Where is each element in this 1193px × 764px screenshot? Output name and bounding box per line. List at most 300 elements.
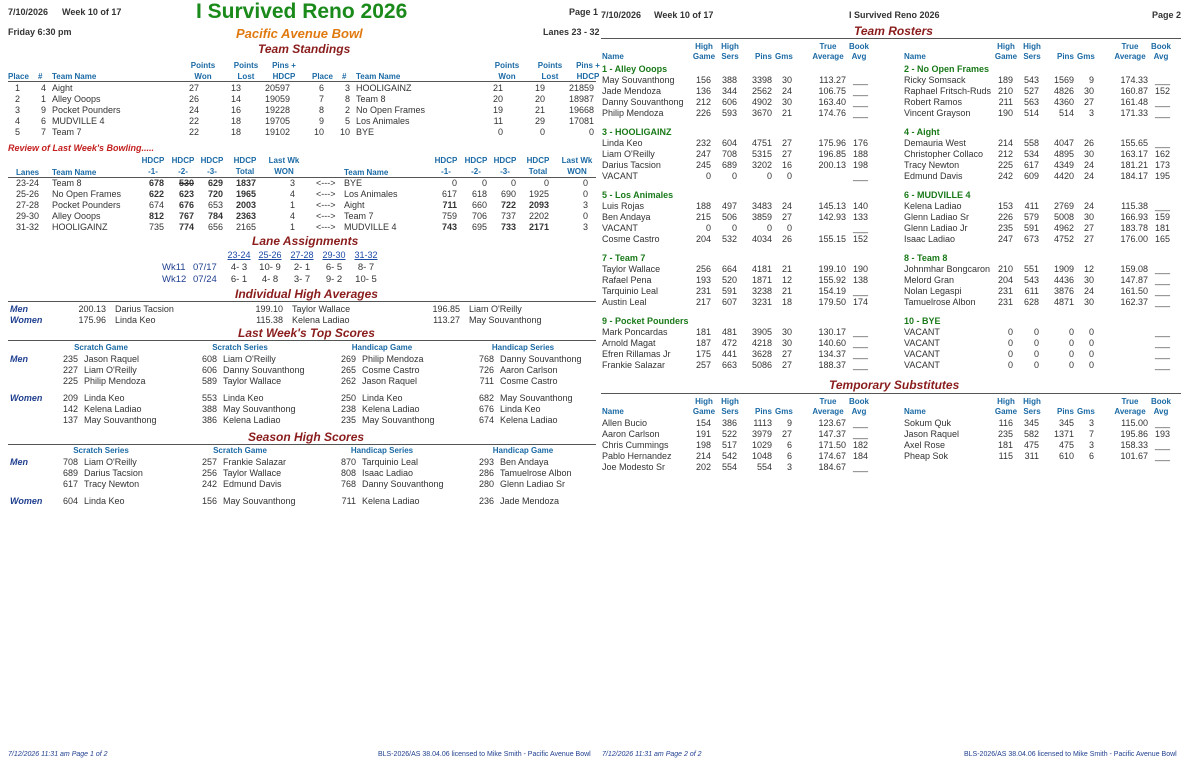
- review-col-header-top: HDCP: [171, 156, 195, 165]
- col-team-header: Team Name: [356, 72, 401, 81]
- score-bowler: Linda Keo: [84, 393, 125, 403]
- roster-high-game-header: Game: [994, 407, 1018, 416]
- player-high-game: 0: [705, 223, 711, 233]
- player-pins: 4826: [1053, 86, 1074, 96]
- standing-place: 7: [318, 94, 324, 104]
- avg-value: 200.13: [78, 304, 106, 314]
- player-pins: 4181: [751, 264, 772, 274]
- player-pins: 3905: [751, 327, 772, 337]
- player-pins: 3628: [751, 349, 772, 359]
- player-name: Demauria West: [904, 138, 966, 148]
- player-games: 26: [781, 234, 792, 244]
- player-high-game: 190: [997, 108, 1013, 118]
- league-title: I Survived Reno 2026: [196, 0, 408, 23]
- review-col-header: -1-: [441, 167, 451, 176]
- review-score-a: 678: [148, 178, 164, 188]
- player-games: 30: [1083, 86, 1094, 96]
- score-value: 156: [201, 496, 217, 506]
- player-true-average: 179.50: [818, 297, 846, 307]
- score-value: 242: [201, 479, 217, 489]
- score-value: 137: [62, 415, 78, 425]
- score-bowler: Tarquinio Leal: [362, 457, 419, 467]
- player-true-average: 181.21: [1120, 160, 1148, 170]
- player-book-average: ___: [852, 418, 868, 428]
- score-bowler: Glenn Ladiao Sr: [500, 479, 566, 489]
- review-score-b: 2171: [528, 222, 549, 232]
- avg-bowler: Linda Keo: [115, 315, 156, 325]
- player-book-average: 195: [1154, 171, 1170, 181]
- player-high-game: 191: [695, 429, 711, 439]
- player-high-series: 0: [731, 171, 737, 181]
- standing-points-won: 19: [492, 105, 503, 115]
- report-page-2: [600, 0, 1193, 764]
- player-high-series: 514: [1023, 108, 1039, 118]
- standing-place: 2: [14, 94, 20, 104]
- standing-team-name: MUDVILLE 4: [52, 116, 105, 126]
- player-high-game: 204: [695, 234, 711, 244]
- score-bowler: Liam O'Reilly: [84, 365, 137, 375]
- review-score-a: 767: [178, 211, 194, 221]
- review-col-header: -3-: [207, 167, 217, 176]
- player-true-average: 174.67: [818, 451, 846, 461]
- score-value: 257: [201, 457, 217, 467]
- player-high-game: 204: [997, 275, 1013, 285]
- score-bowler: Frankie Salazar: [223, 457, 287, 467]
- review-score-b: 759: [441, 211, 457, 221]
- player-true-average: 142.93: [818, 212, 846, 222]
- player-games: 0: [1088, 360, 1094, 370]
- player-name: Taylor Wallace: [602, 264, 661, 274]
- standing-pins: 19102: [264, 127, 290, 137]
- player-book-average: ___: [1154, 349, 1170, 359]
- score-col-header: Handicap Game: [351, 343, 413, 352]
- player-high-game: 188: [695, 201, 711, 211]
- review-score-b: 660: [471, 200, 487, 210]
- player-high-series: 0: [731, 223, 737, 233]
- col-team-header: Team Name: [52, 72, 97, 81]
- col-won-header: Won: [194, 72, 212, 81]
- player-pins: 4218: [751, 338, 772, 348]
- player-high-series: 0: [1033, 360, 1039, 370]
- review-score-a: 629: [207, 178, 223, 188]
- review-score-a: 784: [207, 211, 223, 221]
- player-true-average: 140.60: [818, 338, 846, 348]
- player-true-average: 184.67: [818, 462, 846, 472]
- player-book-average: ___: [852, 349, 868, 359]
- player-book-average: ___: [852, 97, 868, 107]
- player-book-average: ___: [1154, 451, 1170, 461]
- lane-week-label: Wk11: [162, 262, 186, 273]
- col-num-header: #: [38, 72, 43, 81]
- player-book-average: 152: [1154, 86, 1170, 96]
- player-games: 3: [1088, 418, 1094, 428]
- player-name: Frankie Salazar: [602, 360, 666, 370]
- player-pins: 0: [766, 223, 772, 233]
- player-high-game: 193: [695, 275, 711, 285]
- player-high-series: 551: [1023, 264, 1039, 274]
- player-pins: 514: [1058, 108, 1074, 118]
- review-score-b: 0: [451, 178, 457, 188]
- review-team-a: HOOLIGAINZ: [52, 222, 108, 232]
- roster-header-top: High: [1023, 397, 1041, 406]
- review-col-header-top: HDCP: [141, 156, 165, 165]
- roster-gms-header: Gms: [775, 407, 793, 416]
- player-true-average: 113.27: [819, 75, 846, 85]
- player-games: 27: [781, 212, 792, 222]
- lane-pair-link[interactable]: 25-26: [258, 250, 282, 260]
- score-bowler: May Souvanthong: [500, 393, 573, 403]
- player-true-average: 166.93: [1120, 212, 1148, 222]
- player-games: 6: [786, 451, 792, 461]
- score-value: 682: [478, 393, 494, 403]
- player-high-series: 606: [721, 97, 737, 107]
- player-high-game: 210: [997, 86, 1013, 96]
- player-pins: 3231: [751, 297, 772, 307]
- standing-pins: 19705: [264, 116, 290, 126]
- standing-points-lost: 19: [534, 83, 545, 93]
- ind-avg-title: Individual High Averages: [235, 287, 378, 301]
- player-pins: 1871: [751, 275, 772, 285]
- player-pins: 475: [1058, 440, 1074, 450]
- player-book-average: 165: [1154, 234, 1170, 244]
- player-high-game: 235: [997, 223, 1013, 233]
- player-true-average: 160.87: [1120, 86, 1148, 96]
- col-team2-header: Team Name: [344, 168, 389, 177]
- review-score-b: 722: [500, 200, 516, 210]
- player-name: Liam O'Reilly: [602, 149, 655, 159]
- player-games: 0: [1088, 349, 1094, 359]
- player-book-average: ___: [1154, 440, 1170, 450]
- roster-header-top: Book: [1151, 42, 1171, 51]
- player-games: 0: [786, 223, 792, 233]
- player-pins: 3483: [751, 201, 772, 211]
- player-games: 7: [1088, 429, 1094, 439]
- score-value: 269: [340, 354, 356, 364]
- player-high-game: 116: [998, 418, 1013, 428]
- player-high-game: 247: [997, 234, 1013, 244]
- player-games: 6: [1088, 451, 1094, 461]
- player-true-average: 196.85: [818, 149, 846, 159]
- player-high-series: 563: [1023, 97, 1039, 107]
- review-lanes: 29-30: [16, 211, 40, 221]
- player-book-average: ___: [1154, 327, 1170, 337]
- player-games: 24: [1083, 286, 1094, 296]
- standing-points-won: 24: [188, 105, 199, 115]
- gender-label: Men: [10, 457, 28, 467]
- player-true-average: 163.40: [818, 97, 846, 107]
- player-games: 27: [781, 138, 792, 148]
- player-high-series: 475: [1023, 440, 1039, 450]
- lane-pair-link[interactable]: 29-30: [322, 250, 346, 260]
- standing-pins: 18987: [568, 94, 594, 104]
- player-name: Efren Rillamas Jr: [602, 349, 671, 359]
- player-true-average: 199.10: [818, 264, 846, 274]
- player-pins: 4962: [1053, 223, 1074, 233]
- standing-team-num: 9: [40, 105, 46, 115]
- player-true-average: 145.13: [818, 201, 846, 211]
- score-bowler: Liam O'Reilly: [223, 354, 276, 364]
- player-name: Melord Gran: [904, 275, 955, 285]
- player-true-average: 154.19: [818, 286, 846, 296]
- player-pins: 3859: [751, 212, 772, 222]
- standing-points-lost: 20: [534, 94, 545, 104]
- lane-week-label: Wk12: [162, 274, 187, 285]
- col-pins-header-top: Pins +: [272, 61, 296, 70]
- player-pins: 2562: [751, 86, 772, 96]
- col-pins-header: HDCP: [576, 72, 600, 81]
- player-name: Kelena Ladiao: [904, 201, 962, 211]
- player-games: 26: [1083, 138, 1094, 148]
- player-games: 27: [1083, 234, 1094, 244]
- player-games: 18: [781, 297, 792, 307]
- player-games: 30: [781, 97, 792, 107]
- player-true-average: 159.08: [1120, 264, 1148, 274]
- avg-bowler: Kelena Ladiao: [292, 315, 350, 325]
- lane-pair-link[interactable]: 27-28: [290, 250, 314, 260]
- review-col-header-top: HDCP: [233, 156, 257, 165]
- player-book-average: 140: [852, 201, 868, 211]
- score-value: 142: [62, 404, 78, 414]
- player-pins: 3979: [751, 429, 772, 439]
- player-name: Arnold Magat: [602, 338, 656, 348]
- report-week: Week 10 of 17: [62, 7, 122, 17]
- player-book-average: ___: [1154, 264, 1170, 274]
- standing-points-won: 26: [188, 94, 199, 104]
- lane-pair-link[interactable]: 31-32: [354, 250, 378, 260]
- player-book-average: ___: [852, 327, 868, 337]
- standing-points-lost: 29: [534, 116, 545, 126]
- roster-pins-header: Pins: [755, 407, 772, 416]
- player-high-series: 542: [721, 451, 737, 461]
- player-book-average: ___: [1154, 338, 1170, 348]
- avg-value: 175.96: [78, 315, 106, 325]
- player-high-series: 386: [721, 418, 737, 428]
- review-score-b: 2093: [528, 200, 549, 210]
- lane-matchup: 6- 5: [325, 262, 343, 273]
- roster-avg-header: Average: [1114, 407, 1146, 416]
- roster-gms-header: Gms: [1077, 407, 1095, 416]
- score-value: 235: [62, 354, 78, 364]
- review-team-b: Team 7: [344, 211, 374, 221]
- col-won-header-top: Points: [494, 61, 520, 70]
- day-time: Friday 6:30 pm: [8, 27, 72, 37]
- score-bowler: May Souvanthong: [223, 496, 296, 506]
- player-pins: 3670: [751, 108, 772, 118]
- player-name: VACANT: [904, 360, 940, 370]
- player-high-series: 664: [721, 264, 737, 274]
- roster-pins-header: Pins: [755, 52, 772, 61]
- gender-label: Women: [10, 393, 43, 403]
- review-score-b: 706: [471, 211, 487, 221]
- player-true-average: 176.00: [1120, 234, 1148, 244]
- score-bowler: Jade Mendoza: [500, 496, 560, 506]
- review-score-b: 733: [500, 222, 516, 232]
- lanes-range: Lanes 23 - 32: [543, 27, 600, 37]
- player-high-game: 0: [1007, 349, 1013, 359]
- player-book-average: 188: [852, 149, 868, 159]
- player-games: 27: [1083, 97, 1094, 107]
- player-book-average: 198: [852, 160, 868, 170]
- player-high-series: 558: [1023, 138, 1039, 148]
- standing-place: 3: [14, 105, 20, 115]
- score-bowler: Linda Keo: [84, 496, 125, 506]
- roster-high-game-header: Game: [692, 52, 716, 61]
- player-games: 30: [781, 338, 792, 348]
- review-score-b: 1925: [528, 189, 549, 199]
- standing-team-name: Team 8: [356, 94, 386, 104]
- player-high-game: 154: [695, 418, 711, 428]
- player-high-series: 543: [1023, 275, 1039, 285]
- player-true-average: 147.87: [1120, 275, 1148, 285]
- review-score-a: 4: [289, 189, 295, 199]
- team-name: 7 - Team 7: [602, 253, 646, 263]
- player-book-average: ___: [1154, 138, 1170, 148]
- player-true-average: 161.48: [1120, 97, 1148, 107]
- roster-high-sers-header: Sers: [721, 407, 739, 416]
- review-score-a: 1: [289, 200, 295, 210]
- player-games: 0: [786, 171, 792, 181]
- roster-book-header: Avg: [851, 52, 867, 61]
- standing-place: 1: [14, 83, 20, 93]
- standing-team-name: Los Animales: [356, 116, 410, 126]
- score-bowler: Danny Souvanthong: [223, 365, 305, 375]
- player-pins: 3876: [1053, 286, 1074, 296]
- standing-place: 5: [14, 127, 20, 137]
- roster-name-header: Name: [904, 407, 926, 416]
- standing-place: 9: [318, 116, 324, 126]
- player-high-game: 0: [705, 171, 711, 181]
- player-high-series: 311: [1024, 451, 1039, 461]
- standing-points-lost: 14: [230, 94, 241, 104]
- score-bowler: May Souvanthong: [362, 415, 435, 425]
- roster-header-top: Book: [1151, 397, 1171, 406]
- player-high-game: 0: [1007, 360, 1013, 370]
- score-value: 617: [62, 479, 78, 489]
- player-true-average: 123.67: [818, 418, 846, 428]
- player-book-average: ___: [852, 223, 868, 233]
- player-pins: 4752: [1053, 234, 1074, 244]
- review-score-a: 622: [148, 189, 164, 199]
- review-team-b: Aight: [344, 200, 365, 210]
- review-score-b: 0: [582, 189, 588, 199]
- player-name: Jade Mendoza: [602, 86, 662, 96]
- player-games: 24: [1083, 171, 1094, 181]
- player-name: Danny Souvanthong: [602, 97, 684, 107]
- review-score-a: 2165: [235, 222, 256, 232]
- team-name: 6 - MUDVILLE 4: [904, 190, 971, 200]
- standing-pins: 21859: [568, 83, 594, 93]
- player-games: 30: [1083, 212, 1094, 222]
- player-book-average: 182: [852, 440, 868, 450]
- standing-points-won: 22: [188, 116, 199, 126]
- roster-high-game-header: Game: [692, 407, 716, 416]
- team-name: 3 - HOOLIGAINZ: [602, 127, 672, 137]
- review-score-b: 0: [510, 178, 516, 188]
- standing-points-lost: 13: [230, 83, 241, 93]
- player-true-average: 188.37: [818, 360, 846, 370]
- score-value: 674: [478, 415, 494, 425]
- roster-high-sers-header: Sers: [1023, 407, 1041, 416]
- player-pins: 4436: [1053, 275, 1074, 285]
- page-number-2: Page 2: [1152, 10, 1182, 20]
- player-high-game: 189: [997, 75, 1013, 85]
- gender-label: Men: [10, 354, 28, 364]
- score-value: 768: [340, 479, 356, 489]
- player-name: Chris Cummings: [602, 440, 669, 450]
- player-games: 24: [1083, 201, 1094, 211]
- review-lanes: 23-24: [16, 178, 40, 188]
- player-games: 27: [1083, 223, 1094, 233]
- score-bowler: Tracy Newton: [84, 479, 140, 489]
- review-score-a: 735: [148, 222, 164, 232]
- player-name: Cosme Castro: [602, 234, 660, 244]
- player-true-average: 155.65: [1120, 138, 1148, 148]
- review-score-a: 530: [178, 178, 194, 188]
- score-value: 236: [478, 496, 494, 506]
- score-value: 606: [201, 365, 217, 375]
- gender-label: Women: [10, 496, 43, 506]
- player-name: Edmund Davis: [904, 171, 963, 181]
- score-bowler: Isaac Ladiao: [362, 468, 414, 478]
- roster-gms-header: Gms: [1077, 52, 1095, 61]
- player-pins: 3238: [751, 286, 772, 296]
- standing-team-num: 8: [344, 94, 350, 104]
- player-high-series: 0: [1033, 327, 1039, 337]
- review-vs: <--->: [316, 178, 336, 188]
- review-lanes: 25-26: [16, 189, 40, 199]
- standing-points-won: 21: [492, 83, 503, 93]
- player-book-average: ___: [852, 360, 868, 370]
- score-bowler: Philip Mendoza: [84, 376, 146, 386]
- score-value: 286: [478, 468, 494, 478]
- player-name: VACANT: [602, 223, 638, 233]
- player-name: Ben Andaya: [602, 212, 651, 222]
- review-score-b: 0: [582, 178, 588, 188]
- avg-value: 113.27: [433, 315, 460, 325]
- review-vs: <--->: [316, 211, 336, 221]
- review-score-b: 618: [471, 189, 487, 199]
- player-book-average: ___: [852, 171, 868, 181]
- review-score-a: 2363: [235, 211, 256, 221]
- player-name: Nolan Legaspi: [904, 286, 962, 296]
- roster-header-top: High: [1023, 42, 1041, 51]
- col-place-header: Place: [8, 72, 29, 81]
- score-bowler: Cosme Castro: [362, 365, 420, 375]
- player-high-game: 212: [997, 149, 1013, 159]
- footer-left-2: 7/12/2026 11:31 am Page 2 of 2: [602, 751, 702, 758]
- player-pins: 2769: [1053, 201, 1074, 211]
- lane-pair-link[interactable]: 23-24: [227, 250, 251, 260]
- score-value: 209: [62, 393, 78, 403]
- player-high-series: 579: [1023, 212, 1039, 222]
- player-pins: 0: [1068, 327, 1074, 337]
- team-name: 4 - Aight: [904, 127, 940, 137]
- player-high-series: 411: [1024, 201, 1039, 211]
- review-team-a: Alley Ooops: [52, 211, 101, 221]
- player-games: 30: [1083, 297, 1094, 307]
- standing-pins: 19228: [264, 105, 290, 115]
- roster-high-sers-header: Sers: [1023, 52, 1041, 61]
- roster-pins-header: Pins: [1057, 407, 1074, 416]
- player-book-average: 159: [1154, 212, 1170, 222]
- player-high-game: 198: [695, 440, 711, 450]
- roster-name-header: Name: [602, 407, 624, 416]
- score-col-header: Scratch Game: [74, 343, 128, 352]
- roster-header-top: Book: [849, 42, 869, 51]
- review-score-b: 711: [442, 200, 457, 210]
- player-high-series: 689: [721, 160, 737, 170]
- player-high-series: 344: [721, 86, 737, 96]
